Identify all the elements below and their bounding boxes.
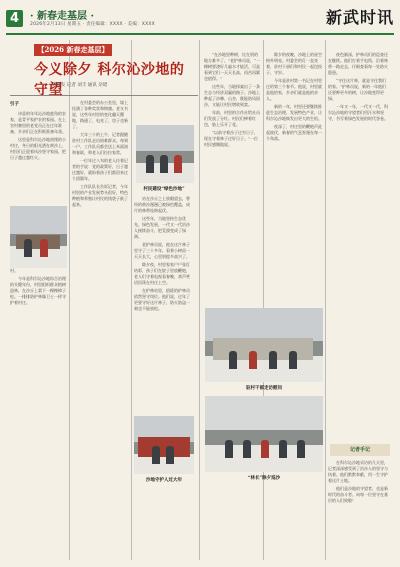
paragraph: “在沙地里种树，比在别的地方难多了。”老护林员说，“一棵树要浇好几遍水才能活，可是看到它们一天天长高，再苦再累也值得。” xyxy=(204,52,261,81)
news-photo xyxy=(134,416,194,474)
photo-caption: 驻村干部走访慰问 xyxy=(246,386,282,391)
paragraph: 在科尔沁沙地采访的几天里，记者深深感受到了治沙人的坚守与执着。他们默默奉献，用一生守护着这片土地。 xyxy=(328,460,388,483)
paragraph: 村。 xyxy=(10,268,18,273)
date-line: 2026年2月13日 星期五 · 责任编辑：XXXX · 美编：XXXX xyxy=(30,22,155,27)
paragraph: 今年是驻村第一书记在村里过的第三个春节。他说，村里就是他的家，乡亲们就是他的亲人。 xyxy=(266,78,322,101)
paragraph: 除夕的夜晚，沙地上的星空格外明亮。村委会的灯一直亮着，驻村干部们和村民一起包饺子、守岁。 xyxy=(266,52,322,75)
news-photo xyxy=(10,206,67,268)
article-headline: 今义除夕 科尔沁沙地的守望 xyxy=(34,62,185,98)
news-photo xyxy=(136,125,194,183)
paragraph: 站在沙丘之上放眼望去，曾经的黄沙漫漫已被绿色覆盖，成片的林带连绵起伏。 xyxy=(134,196,190,213)
paragraph: “守住这片林，就是守住我们的家。”护林员说，新的一年他们还要种更多的树，让沙地变得更绿。 xyxy=(328,78,387,101)
paragraph: 在村委会的办公室里，墙上挂满了各种奖状和锦旗。老支书说，这些年村里的变化翻天覆地，路通了，电亮了，房子也新了。 xyxy=(72,100,128,129)
column-divider xyxy=(199,40,200,560)
paragraph: “以前守着沙子过穷日子，现在守着林子过好日子。”一位村民感慨地说。 xyxy=(204,130,259,147)
photo-caption: 沙地守护人过大年 xyxy=(146,478,182,483)
paragraph: 今年是科尔沁沙地综合治理的关键年份，村里组织群众植树造林，在沙丘上栽下一棵棵樟子松。一排排防护林像卫士一样守护着村庄。 xyxy=(10,276,66,305)
column-divider xyxy=(69,40,70,560)
paragraph: 夜深了，村庄里的鞭炮声此起彼伏，新春的气息弥漫在每一个角落。 xyxy=(266,124,322,141)
brand-logo: 新武时讯 xyxy=(325,8,394,27)
paragraph: 工作队队长告诉记者，今年村里的产业发展势头很好，特色种植和养殖让村民的钱袋子鼓了起来。 xyxy=(72,184,128,207)
masthead xyxy=(6,5,394,33)
text-column-1 xyxy=(10,100,67,562)
column-divider xyxy=(263,40,264,560)
paragraph: 新的一年，村里还要继续推进生态治理，发展特色产业，让科尔沁沙地焕发出更大的生机。 xyxy=(266,104,322,121)
paragraph: 年前，村里的合作社给社员们发放了分红。村民们捧着红包，脸上乐开了花。 xyxy=(204,110,260,127)
reporter-note-label: 记者手记 xyxy=(330,444,390,456)
text-column-6 xyxy=(328,52,390,437)
column-divider xyxy=(131,40,132,560)
photo-caption: 村民建设“绿色沙地” xyxy=(143,187,185,192)
headline-divider xyxy=(10,95,198,96)
paragraph: 这里是科尔沁沙地南缘的小村庄，冬日的阳光洒在黄沙上，村民们正迎着风沙坚守家园，把日子越过越红火。 xyxy=(10,137,66,160)
section-title: · 新春走基层 · xyxy=(30,11,94,22)
news-photo xyxy=(205,308,323,382)
masthead-rule xyxy=(6,33,394,35)
text-column-2 xyxy=(72,100,129,562)
paragraph: 他们是沙地的守望者，也是新时代的奋斗者。向每一位坚守在基层的人们致敬！ xyxy=(328,486,388,503)
paragraph: 这些年，当地探索出了一条生态与经济双赢的路子。沙地上种起了沙棘、山杏，既能防风固沙，又能让村民增收致富。 xyxy=(204,84,260,107)
news-photo xyxy=(205,396,323,472)
article-kicker: 【2026 新春走基层】 xyxy=(34,44,112,56)
subheading: 引子 xyxy=(10,102,19,107)
paragraph: 大年三十的上午，记者跟随驻村工作队走访困难群众。每到一户，工作队员都会送上米面油和春联，和老人们拉拉家常。 xyxy=(72,132,128,155)
paragraph: 老护林员说，他在这片林子里守了三十多年，看着小树苗一天天长大，心里别提多高兴了。 xyxy=(134,242,190,259)
paragraph: 一年又一年，一代又一代，科尔沁沙地的守望者们用汗水和坚守，书写着绿色发展的时代答卷。 xyxy=(328,104,388,121)
paragraph: 诗意的年年沁沙地庭角的农家，是青平家护农的家园。在上官村寨里的老党员正在过年准备，乡亲们正在积极准备年货。 xyxy=(10,111,66,134)
text-column-5 xyxy=(266,52,323,302)
paragraph: 除夕夜，村里家家户户张灯结彩，孩子们在院子里放鞭炮，老人们守着电视看春晚，欢声笑语回荡在村庄上空。 xyxy=(134,262,190,285)
column-divider xyxy=(325,40,326,560)
paragraph: 这些年，当地坚持生态优先、绿色发展，一代又一代治沙人接续奋斗，把荒漠变成了绿洲。 xyxy=(134,216,190,239)
page-number: 4 xyxy=(6,10,23,27)
text-column-3 xyxy=(134,196,191,406)
text-column-6-bottom xyxy=(328,460,390,560)
paragraph: 一位年过八旬的老人拉着记者的手说：党的政策好，日子越过越好，就盼着孩子们都回来过个团圆年。 xyxy=(72,158,128,181)
paragraph: 夜色渐深，护林员们的巡查还在继续。他们打着手电筒，沿着林带一路走去，仔细查看每一处防火隐患。 xyxy=(328,52,388,75)
paragraph: 在护林站里，值班的护林员依然坚守岗位。他们说，过年了更要守好这片林子，防火防盗一刻也不能放松。 xyxy=(134,288,190,311)
photo-caption: “林长”除夕巡沙 xyxy=(247,476,281,481)
article-byline: 陈强友 记者 刘丰 通讯 杂珺 xyxy=(52,83,108,88)
